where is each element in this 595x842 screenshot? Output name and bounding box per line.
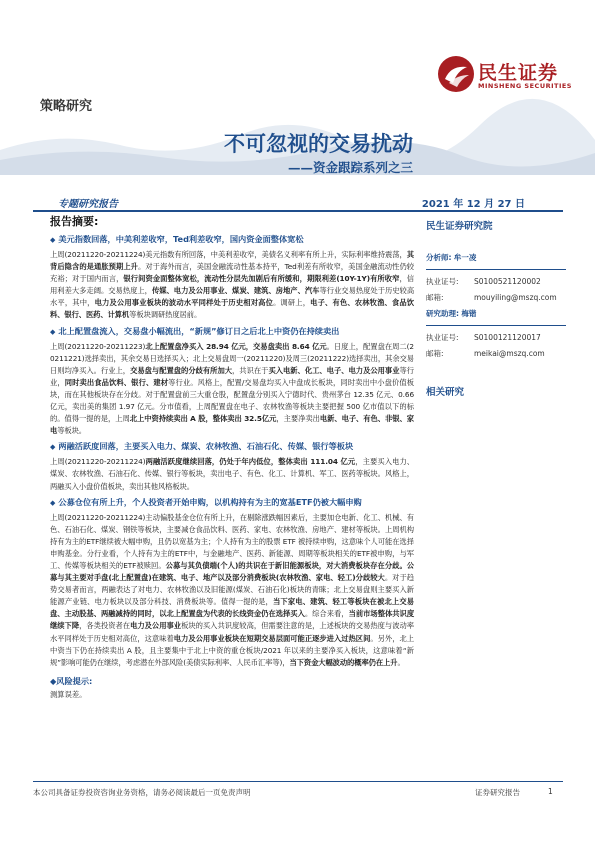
report-meta-bar (33, 193, 563, 209)
assistant-email-row: 邮箱: meikai@mszq.com (426, 349, 545, 358)
divider (33, 210, 563, 212)
abstract-heading: ◆ 两融活跃度回落，主要买入电力、煤炭、农林牧渔、石油石化、传媒、银行等板块 (50, 441, 354, 452)
analyst-license-row: 执业证号: S0100521120002 (426, 277, 541, 286)
abstract-paragraph: 上周(20211220-20211224)主动偏股基金仓位有所上升，在剔除涨跌幅因素后，主要加仓电新、化工、机械、有色、石油石化、煤炭、钢铁等板块，主要减仓食品饮料、医药、家电、农林牧渔、房地产、建材等板块。上周机构持有为主的ETF继续被大幅申购，且仍以宽基为主；个人持有为主的股票 ETF 被持续申购，这意味个人可能在选择申购基金。分行业看，个人持有为主的ETF中，与金融地产、医药、新能源、周期等板块相关的ETF被申购，与军工、传媒等板块相关的ETF被赎回。公募与其负债端(个人)的共识在于新旧能源板块，对大消费板块存在分歧。公募与其主要对手盘(北上配置盘)在建筑、电子、地产以及部分消费板块(农林牧渔、家电、轻工)分歧较大。对于趋势交易者而言，两融表达了对电力、农林牧渔以及旧能源(煤炭、石油石化)板块的青睐；北上交易盘则主要买入新能源产业链、电力板块以及部分科技、消费板块等。值得一提的是，当下家电、建筑、轻工等板块在被北上交易盘、主动股基、两融减持的同时，以北上配置盘为代表的长线资金仍在选择买入。综合来看，当前市场整体共识度继续下降，各类投资者在电力及公用事业板块的买入共识度较高，但需要注意的是，上述板块的交易热度与波动率水平同样处于历史相对高位，这意味着电力及公用事业板块在短期交易层面可能正逐步进入过热区间。另外，北上中资当下仍在持续卖出 A 股，且主要集中于北上中资的重仓板块/2021 年以来的主要净买入板块，这意味着“新规”影响可能仍在继续，考虑潜在外部风险(美债实际利率、人民币汇率等)，当下资金大幅波动的概率仍在上升。 (50, 512, 415, 667)
institute-name: 民生证券研究院 (426, 221, 493, 232)
analyst-row: 分析师: 牟一凌 (426, 253, 477, 262)
triangle-bullet-icon: ◆ (50, 498, 56, 507)
analyst-name: 牟一凌 (453, 253, 477, 262)
page-number: 1 (548, 787, 553, 796)
brand-name: 民生证券 (478, 62, 559, 84)
divider (426, 325, 566, 326)
analyst-email[interactable]: mouyiling@mszq.com (474, 293, 557, 302)
abstract-body (50, 230, 414, 701)
assistant-row: 研究助理: 梅锴 (426, 309, 477, 318)
abstract-heading: ◆ 公募仓位有所上升，个人投资者开始申购，以机构持有为主的宽基ETF仍被大幅申购 (50, 496, 362, 507)
sidebar (426, 218, 566, 398)
divider (426, 269, 566, 270)
abstract-paragraph: 上周(20211220-20211224)两融活跃度继续回落，仍处于年内低位，整体卖出 111.04 亿元，主要买入电力、煤炭、农林牧渔、石油石化、传媒、银行等板块，卖出电子、有色、化工、计算机、军工、医药等板块。风格上，两融买入小盘价值板块，卖出其他风格板块。 (50, 457, 415, 491)
page-title: 不可忽视的交易扰动 (224, 132, 413, 156)
abstract-heading: ◆ 北上配置盘流入，交易盘小幅流出，“新规”修订日之后北上中资仍在持续卖出 (50, 325, 340, 336)
abstract-heading: ◆ 美元指数回落，中美利差收窄，Ted利差收窄，国内资金面整体宽松 (50, 234, 304, 244)
section-label: 策略研究 (40, 99, 93, 114)
report-date: 2021 年 12 月 27 日 (421, 199, 525, 210)
risk-heading: ◆风险提示: (50, 675, 93, 686)
assistant-email[interactable]: meikai@mszq.com (474, 349, 545, 358)
analyst-email-row: 邮箱: mouyiling@mszq.com (426, 293, 557, 302)
page-subtitle: ——资金跟踪系列之三 (287, 160, 413, 175)
triangle-bullet-icon: ◆ (50, 675, 57, 686)
triangle-bullet-icon: ◆ (50, 236, 56, 244)
assistant-license-row: 执业证号: S0100121120017 (426, 333, 541, 342)
minsheng-logo-icon (437, 55, 475, 93)
brand-name-en: MINSHENG SECURITIES (478, 82, 572, 90)
footer-disclaimer: 本公司具备证券投资咨询业务资格，请务必阅读最后一页免责声明 (33, 788, 251, 797)
abstract-paragraph: 上周(20211220-20211224)美元指数有所回落，中美利差收窄，美债名义利率有所上升，实际利率维持震荡，其背后隐含的是通胀预期上升。对于海外而言，美国金融流动性基本持平，Ted利差有所收窄，美国金融流动性仍较充裕；对于国内而言，银行间资金面整体宽松，流动性分层先加剧后有所缓和，期限利差(10Y-1Y)有所收窄，信用利差大多走阔。交易热度上，传媒、电力及公用事业、煤炭、建筑、房地产、汽车等行业交易热度处于历史较高水平，其中，电力及公用事业板块的波动水平同样处于历史相对高位。调研上，电子、有色、农林牧渔、食品饮料、银行、医药、计算机等板块调研热度居前。 (50, 250, 415, 320)
abstract-paragraph: 上周(20211220-20211223)北上配置盘净买入 28.94 亿元，交易盘卖出 8.64 亿元。日度上，配置盘在周二(20211221)选择卖出，其余交易日选择买入；北上交易盘周一(20211220)及周三(20211222)选择卖出，其余交易日则均净买入。行业上，交易盘与配置盘的分歧有所加大，共识在于买入电新、化工、电子、电力及公用事业等行业，同时卖出食品饮料、银行、建材等行业。风格上，配置/交易盘均买入中盘成长板块，同时卖出中小盘价值板块，而在其他板块存在分歧。对于配置盘前三大重仓股，配置盘分别买入宁德时代、贵州茅台 12.35 亿元、0.66 亿元，卖出美的集团 1.97 亿元。分市值看，上周配置盘在电子、农林牧渔等板块主要把握 500 亿市值以下的标的。值得一提的是，上周北上中资持续卖出 A 股，整体卖出 32.5亿元，主要净卖出电新、电子、有色、非银、家电等板块。 (50, 341, 414, 436)
triangle-bullet-icon: ◆ (50, 443, 56, 452)
footer-divider (33, 781, 563, 782)
triangle-bullet-icon: ◆ (50, 327, 56, 336)
related-research-label: 相关研究 (426, 387, 465, 398)
report-type: 专题研究报告 (58, 199, 118, 210)
abstract-title: 报告摘要: (50, 215, 99, 228)
risk-text: 测算误差。 (50, 689, 87, 699)
footer-report-type: 证券研究报告 (475, 788, 520, 797)
assistant-name: 梅锴 (461, 309, 477, 318)
